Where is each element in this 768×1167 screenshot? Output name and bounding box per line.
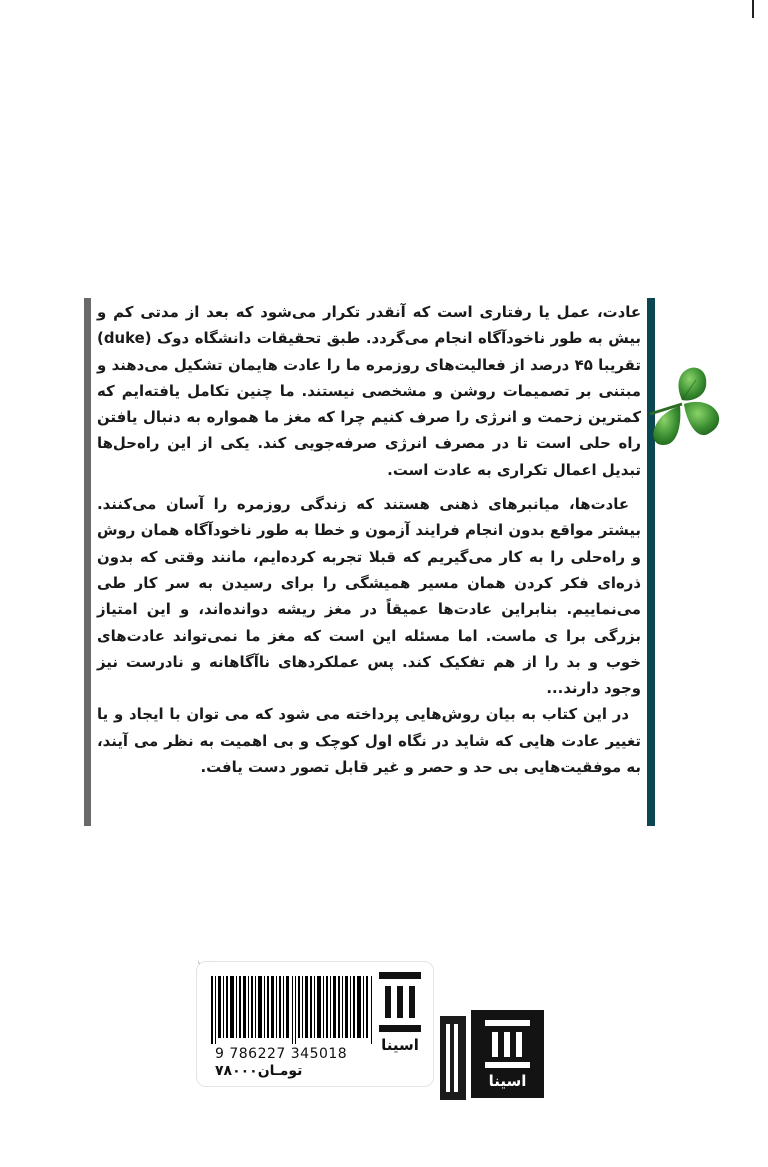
logo-bars-icon [444, 1024, 462, 1092]
top-edge-rule [752, 0, 754, 18]
publisher-logo-small [373, 966, 427, 1060]
blurb-paragraph-2: عادت‌ها، میانبرهای ذهنی هستند که زندگی روزمره را آسان می‌کنند. بیشتر مواقع بدون انجام فرایند آزمون و خطا به طور ناخودآگاه همان روش و راه‌حلی را به کار می‌گیریم که قبلا تجربه کرده‌ایم، مانند وقتی که بدون ذره‌ای فکر کردن همان مسیر همیشگی را برای رسیدن به سر کار طی می‌نماییم. بنابراین عادت‌ها عمیقاً در مغز ریشه دوانده‌اند، و این امتیاز بزرگی برا ی ماست. اما مسئله این است که مغز ما نمی‌تواند عادت‌های خوب و بد را از هم تفکیک کند. پس عملکردهای ناآگاهانه و نادرست نیز وجود دارند... [97, 495, 641, 698]
publisher-logo-icon [485, 1020, 530, 1068]
price-label: ۷۸۰۰۰تومـان [215, 1063, 303, 1079]
blurb-paragraph-1: عادت، عمل یا رفتاری است که آنقدر تکرار می‌شود که بعد از مدتی کم و بیش به طور ناخودآگاه انجام می‌گردد. طبق تحقیقات دانشگاه دوک (duke) تقریبا ۴۵ درصد از فعالیت‌های روزمره ما را عادت هایمان تشکیل می‌دهند و مبتنی بر تصمیمات روشن و مشخصی نیستند. ما چنین تکامل یافته‌ایم که کمترین زحمت و انرژی را صرف کنیم چرا که مغز ما همواره به دنبال یافتن راه حلی است تا در مصرف انرژی صرفه‌جویی کند. یکی از این راه‌حل‌ها تبدیل اعمال تکراری به عادت است. [97, 303, 641, 479]
barcode-icon [211, 976, 379, 1044]
publisher-logo-icon [379, 972, 421, 1032]
clover-icon [648, 358, 728, 458]
blurb-box [84, 298, 655, 826]
publisher-name-small: اسینا [381, 1036, 419, 1054]
publisher-logo-large [471, 1010, 544, 1098]
publisher-name-large: اسینا [488, 1072, 527, 1090]
blurb-paragraph-3: در این کتاب به بیان روش‌هایی پرداخته می شود که می توان با ایجاد و یا تغییر عادت هایی که شاید در نگاه اول کوچک و بی اهمیت به نظر می آیند، به موفقیت‌هایی بی حد و حصر و غیر قابل تصور دست یافت. [97, 705, 641, 777]
isbn-number: 9 786227 345018 [215, 1046, 348, 1062]
publisher-logo-strip [440, 1016, 466, 1100]
